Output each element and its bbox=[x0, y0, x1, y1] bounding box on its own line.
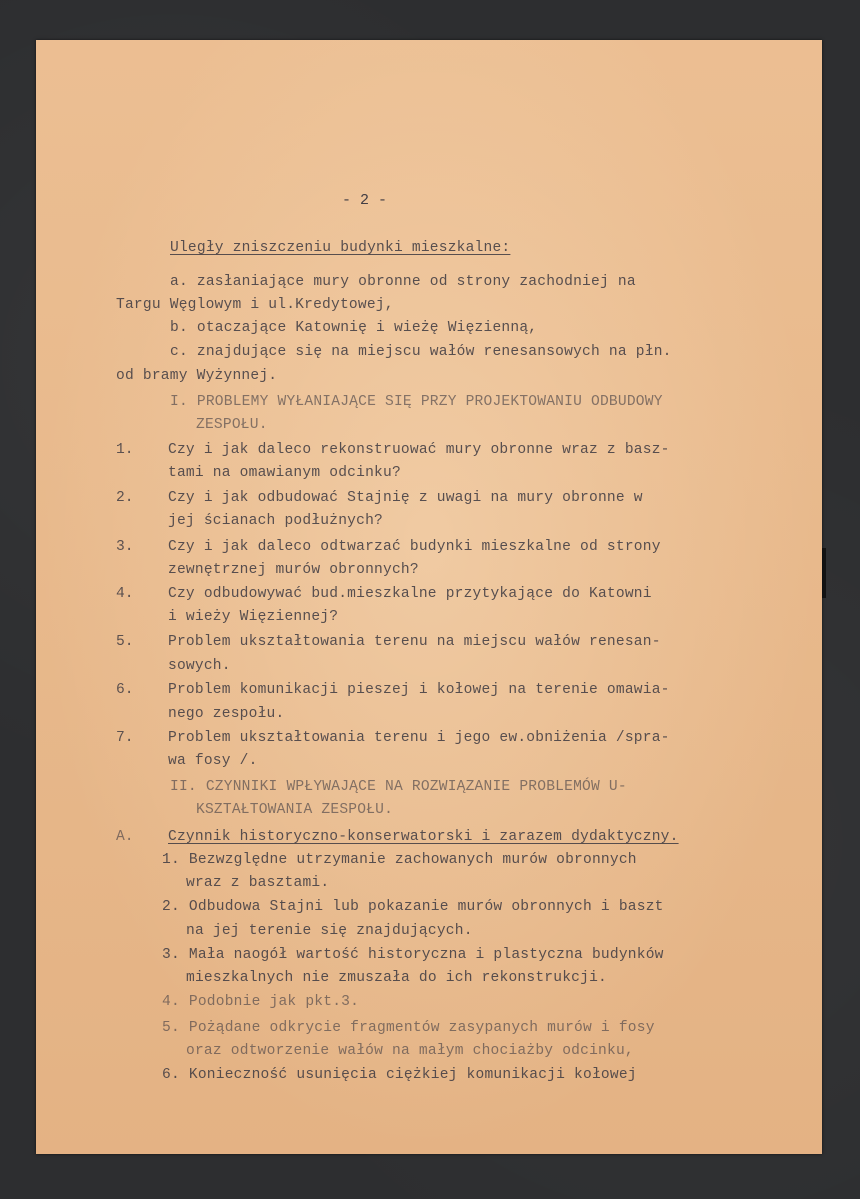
sub-list-item: na jej terenie się znajdujących. bbox=[186, 923, 473, 939]
heading-roman-1-cont: ZESPOŁU. bbox=[196, 417, 268, 433]
text-line: od bramy Wyżynnej. bbox=[116, 368, 278, 384]
list-number: 4. bbox=[116, 586, 134, 602]
list-item-text: Problem ukształtowania terenu i jego ew.obniżenia /spra- bbox=[168, 730, 670, 746]
sub-list-item: 2. Odbudowa Stajni lub pokazanie murów obronnych i baszt bbox=[162, 899, 664, 915]
section-heading: Uległy zniszczeniu budynki mieszkalne: bbox=[170, 240, 511, 256]
sub-list-item: wraz z basztami. bbox=[186, 875, 330, 891]
list-letter: A. bbox=[116, 829, 134, 845]
list-item-text: nego zespołu. bbox=[168, 706, 285, 722]
subsection-heading: Czynnik historyczno-konserwatorski i zarazem dydaktyczny. bbox=[168, 829, 679, 845]
sub-list-item: 4. Podobnie jak pkt.3. bbox=[162, 994, 360, 1010]
text-line: c. znajdujące się na miejscu wałów renesansowych na płn. bbox=[170, 344, 672, 360]
text-line: Targu Węglowym i ul.Kredytowej, bbox=[116, 297, 394, 313]
list-item-text: wa fosy /. bbox=[168, 753, 258, 769]
list-item-text: jej ścianach podłużnych? bbox=[168, 513, 383, 529]
sub-list-item: 5. Pożądane odkrycie fragmentów zasypanych murów i fosy bbox=[162, 1020, 655, 1036]
list-number: 1. bbox=[116, 442, 134, 458]
sub-list-item: 1. Bezwzględne utrzymanie zachowanych murów obronnych bbox=[162, 852, 637, 868]
sub-list-item: 6. Konieczność usunięcia ciężkiej komunikacji kołowej bbox=[162, 1067, 637, 1083]
heading-roman-2-cont: KSZTAŁTOWANIA ZESPOŁU. bbox=[196, 802, 394, 818]
sub-list-item: 3. Mała naogół wartość historyczna i plastyczna budynków bbox=[162, 947, 664, 963]
heading-roman-2: II. CZYNNIKI WPŁYWAJĄCE NA ROZWIĄZANIE PROBLEMÓW U- bbox=[170, 779, 627, 795]
list-number: 7. bbox=[116, 730, 134, 746]
list-item-text: i wieży Więziennej? bbox=[168, 609, 339, 625]
list-item-text: Czy odbudowywać bud.mieszkalne przytykające do Katowni bbox=[168, 586, 652, 602]
list-number: 3. bbox=[116, 539, 134, 555]
page-number: - 2 - bbox=[342, 192, 388, 209]
list-item-text: Czy i jak odbudować Stajnię z uwagi na mury obronne w bbox=[168, 490, 643, 506]
list-number: 6. bbox=[116, 682, 134, 698]
list-item-text: Problem ukształtowania terenu na miejscu wałów renesan- bbox=[168, 634, 661, 650]
list-item-text: Problem komunikacji pieszej i kołowej na terenie omawia- bbox=[168, 682, 670, 698]
text-line: a. zasłaniające mury obronne od strony zachodniej na bbox=[170, 274, 636, 290]
list-item-text: zewnętrznej murów obronnych? bbox=[168, 562, 419, 578]
sub-list-item: oraz odtworzenie wałów na małym chociażby odcinku, bbox=[186, 1043, 634, 1059]
list-number: 2. bbox=[116, 490, 134, 506]
list-item-text: tami na omawianym odcinku? bbox=[168, 465, 401, 481]
text-line: b. otaczające Katownię i wieżę Więzienną, bbox=[170, 320, 538, 336]
heading-roman-1: I. PROBLEMY WYŁANIAJĄCE SIĘ PRZY PROJEKTOWANIU ODBUDOWY bbox=[170, 394, 663, 410]
list-item-text: Czy i jak daleco odtwarzać budynki mieszkalne od strony bbox=[168, 539, 661, 555]
sub-list-item: mieszkalnych nie zmuszała do ich rekonstrukcji. bbox=[186, 970, 608, 986]
document-page bbox=[36, 40, 822, 1154]
list-item-text: Czy i jak daleco rekonstruować mury obronne wraz z basz- bbox=[168, 442, 670, 458]
list-number: 5. bbox=[116, 634, 134, 650]
list-item-text: sowych. bbox=[168, 658, 231, 674]
